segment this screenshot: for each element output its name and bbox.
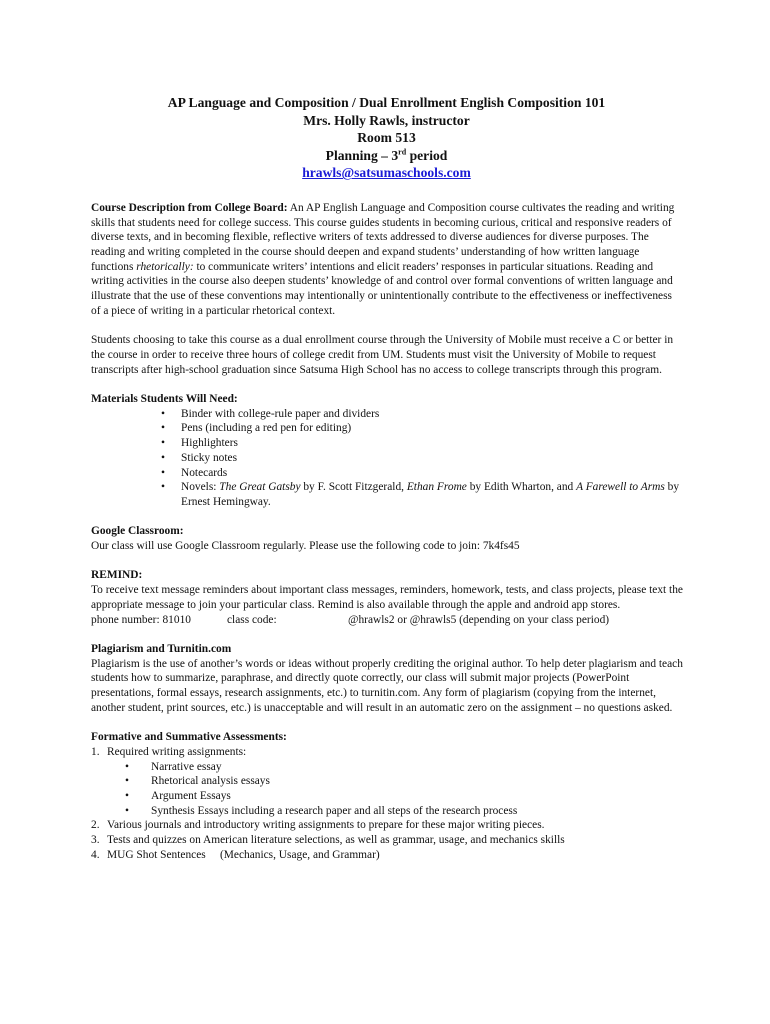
list-item: • Notecards bbox=[161, 466, 683, 481]
remind-heading-text: REMIND: bbox=[91, 569, 143, 582]
list-item bbox=[91, 745, 683, 819]
novel-title: A Farewell to Arms bbox=[576, 481, 665, 494]
novel-author: by Edith Wharton, and bbox=[466, 481, 577, 494]
planning-superscript: rd bbox=[398, 147, 407, 157]
google-classroom-heading bbox=[91, 524, 683, 539]
list-number: 3. bbox=[91, 834, 100, 847]
list-item: • Synthesis Essays including a research paper and all steps of the research process bbox=[125, 804, 683, 819]
assessments-heading-text: Formative and Summative Assessments: bbox=[91, 731, 287, 744]
novel-title: Ethan Frome bbox=[406, 481, 467, 494]
writing-assignments-list bbox=[107, 760, 683, 819]
materials-list bbox=[91, 407, 683, 510]
list-item bbox=[91, 833, 683, 848]
novels-label: Novels: bbox=[181, 481, 220, 494]
course-title: AP Language and Composition / Dual Enrollment English Composition 101 bbox=[167, 95, 606, 110]
remind-code-value: @hrawls2 or @hrawls5 (depending on your class period) bbox=[348, 613, 610, 626]
dual-enrollment-paragraph: Students choosing to take this course as a dual enrollment course through the University of Mobile must receive a C or better in the course in order to receive three hours of college credit from UM. Students must visit the University of Mobile to request transcripts after high-school graduation since Satsuma High School has no access to college transcripts through this program. bbox=[91, 334, 674, 376]
list-item-text: Required writing assignments: bbox=[107, 745, 247, 758]
plagiarism-text: Plagiarism is the use of another’s words or ideas without properly crediting the original author. To help deter plagiarism and teach students how to summarize, paraphrase, and directly quote correctly, our class will submit major projects (PowerPoint presentations, formal essays, research assignments, etc.) to turnitin.com. Any form of plagiarism (copying from the internet, another student, print sources, etc.) is unacceptable and will result in an automatic zero on the assignment – no questions asked. bbox=[91, 657, 683, 714]
planning-text: Planning – 3 bbox=[325, 147, 399, 163]
list-item: • Highlighters bbox=[161, 436, 683, 451]
list-number: 2. bbox=[91, 819, 100, 832]
google-classroom-text: Our class will use Google Classroom regularly. Please use the following code to join: 7k4fs45 bbox=[91, 540, 520, 553]
novel-author: by F. Scott Fitzgerald, bbox=[300, 481, 407, 494]
novel-author: by Ernest Hemingway. bbox=[181, 481, 680, 508]
list-item-text: (Mechanics, Usage, and Grammar) bbox=[219, 848, 380, 861]
course-description-text: An AP English Language and Composition course cultivates the reading and writing skills that students need for college success. This course guides students in becoming curious, critical and responsive readers of diverse texts, and in becoming flexible, reflective writers of texts addressed to diverse audiences for diverse purposes. The reading and writing completed in the course should deepen and expand students’ understanding of how written language functions bbox=[91, 201, 675, 273]
novel-title: The Great Gatsby bbox=[219, 481, 301, 494]
syllabus-content bbox=[91, 94, 683, 863]
remind-phone: phone number: 81010 bbox=[91, 613, 191, 626]
course-description bbox=[91, 201, 683, 319]
plagiarism-heading bbox=[91, 642, 683, 657]
assessments-heading bbox=[91, 730, 683, 745]
materials-heading bbox=[91, 392, 683, 407]
list-item bbox=[91, 848, 683, 863]
assessments-list bbox=[91, 745, 683, 863]
rhetorically-term: rhetorically: bbox=[136, 260, 194, 273]
remind-heading bbox=[91, 568, 683, 583]
list-item: • Argument Essays bbox=[125, 789, 683, 804]
list-item-novels bbox=[161, 480, 683, 509]
list-item-text: Various journals and introductory writing assignments to prepare for these major writing pieces. bbox=[107, 819, 545, 832]
planning-suffix: period bbox=[406, 147, 448, 163]
remind-code-label: class code: bbox=[227, 613, 277, 626]
list-item: • Sticky notes bbox=[161, 451, 683, 466]
materials-heading-text: Materials Students Will Need: bbox=[91, 393, 238, 406]
course-description-text-2: to communicate writers’ intentions and elicit readers’ responses in particular situations. Reading and writing activities in the course also deepen students’ knowledge of and control over formal conventions of written language and illustrate that the use of these conventions may intentionally or unintentionally contribute to the effectiveness or ineffectiveness of a piece of writing in a particular rhetorical context. bbox=[91, 260, 673, 317]
planning-period bbox=[90, 147, 683, 165]
plagiarism-heading-text: Plagiarism and Turnitin.com bbox=[91, 642, 232, 655]
list-item: • Pens (including a red pen for editing) bbox=[161, 421, 683, 436]
instructor-email-link[interactable]: hrawls@satsumaschools.com bbox=[302, 165, 471, 181]
list-number: 4. bbox=[91, 848, 100, 861]
list-item: • Rhetorical analysis essays bbox=[125, 774, 683, 789]
list-item-text: MUG Shot Sentences bbox=[107, 848, 206, 861]
instructor-name: Mrs. Holly Rawls, instructor bbox=[303, 112, 470, 128]
list-item bbox=[91, 818, 683, 833]
list-item: • Binder with college-rule paper and dividers bbox=[161, 407, 683, 422]
syllabus-header bbox=[90, 94, 683, 182]
list-item-text: Tests and quizzes on American literature selections, as well as grammar, usage, and mechanics skills bbox=[107, 834, 565, 847]
remind-text: To receive text message reminders about important class messages, reminders, homework, tests, and class projects, please text the appropriate message to join your particular class. Remind is also available through the apple and android app stores. bbox=[91, 584, 683, 611]
remind-codes bbox=[91, 613, 683, 628]
room-number: Room 513 bbox=[357, 130, 416, 146]
google-classroom-heading-text: Google Classroom: bbox=[91, 525, 184, 538]
course-description-heading: Course Description from College Board: bbox=[91, 201, 288, 214]
list-number: 1. bbox=[91, 745, 100, 758]
list-item: • Narrative essay bbox=[125, 760, 683, 775]
